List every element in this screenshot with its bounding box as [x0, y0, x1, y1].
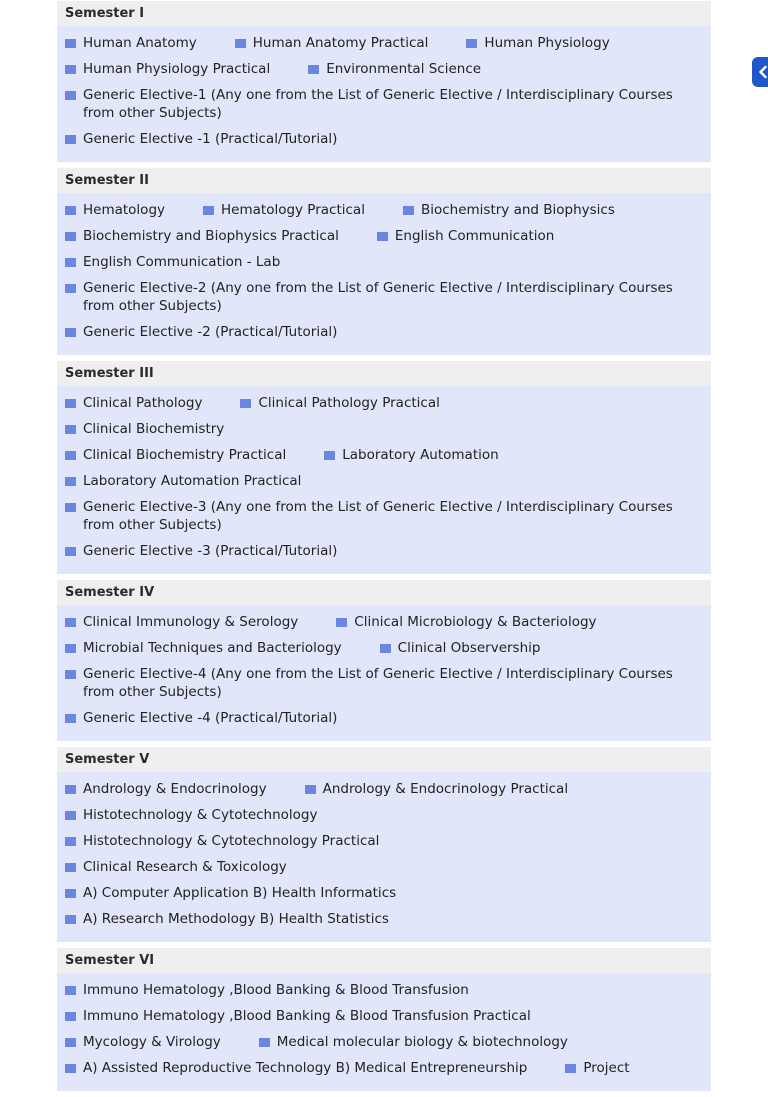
course-name: A) Computer Application B) Health Informatics [83, 885, 397, 901]
course-name: Laboratory Automation Practical [83, 473, 302, 489]
square-bullet-icon [235, 39, 246, 48]
course-name: Biochemistry and Biophysics Practical [83, 228, 339, 244]
square-bullet-icon [65, 258, 76, 267]
course-name: Immuno Hematology ,Blood Banking & Blood Transfusion Practical [83, 1008, 531, 1024]
course-item [65, 884, 396, 902]
square-bullet-icon [65, 644, 76, 653]
square-bullet-icon [65, 425, 76, 434]
course-name: Clinical Biochemistry [83, 421, 225, 437]
square-bullet-icon [377, 232, 388, 241]
square-bullet-icon [65, 889, 76, 898]
course-item [65, 86, 675, 122]
course-item [65, 780, 267, 798]
course-name: Clinical Research & Toxicology [83, 859, 287, 875]
course-row [57, 319, 711, 345]
semester-course-list [57, 973, 711, 1091]
course-row [57, 197, 711, 223]
course-item [65, 1033, 221, 1051]
course-item [65, 858, 287, 876]
course-name: Clinical Biochemistry Practical [83, 447, 287, 463]
course-name: Hematology [83, 202, 166, 218]
square-bullet-icon [65, 39, 76, 48]
square-bullet-icon [65, 837, 76, 846]
course-name: A) Research Methodology B) Health Statistics [83, 911, 389, 927]
course-row [57, 442, 711, 468]
semester-block [57, 1, 711, 162]
course-name: Generic Elective-3 (Any one from the List of Generic Elective / Interdisciplinary Courses from other Subjects) [83, 499, 673, 533]
square-bullet-icon [336, 618, 347, 627]
square-bullet-icon [305, 785, 316, 794]
course-item [65, 1007, 531, 1025]
course-name: Clinical Pathology Practical [258, 395, 440, 411]
semester-block [57, 747, 711, 942]
course-name: Generic Elective-1 (Any one from the List of Generic Elective / Interdisciplinary Courses from other Subjects) [83, 87, 673, 121]
square-bullet-icon [65, 1064, 76, 1073]
course-row [57, 56, 711, 82]
course-row [57, 1003, 711, 1029]
course-row [57, 126, 711, 152]
course-item [65, 613, 298, 631]
semester-title: Semester I [57, 1, 711, 26]
course-row [57, 854, 711, 906]
course-item [403, 201, 615, 219]
course-name: Generic Elective -1 (Practical/Tutorial) [83, 131, 338, 147]
course-row [57, 635, 711, 661]
course-row [57, 494, 711, 538]
course-name: Immuno Hematology ,Blood Banking & Blood Transfusion [83, 982, 469, 998]
course-item [235, 34, 429, 52]
course-name: Histotechnology & Cytotechnology [83, 807, 318, 823]
course-name: Project [583, 1060, 630, 1076]
course-item [65, 130, 337, 148]
course-name: Human Physiology Practical [83, 61, 271, 77]
square-bullet-icon [65, 785, 76, 794]
semester-course-list [57, 26, 711, 162]
course-row [57, 802, 711, 854]
course-name: Human Anatomy [83, 35, 197, 51]
course-item [65, 60, 270, 78]
course-row [57, 249, 711, 275]
course-item [65, 1059, 527, 1077]
course-item [65, 639, 342, 657]
semester-title: Semester VI [57, 948, 711, 973]
course-item [377, 227, 554, 245]
semester-block [57, 168, 711, 355]
square-bullet-icon [65, 863, 76, 872]
square-bullet-icon [65, 618, 76, 627]
course-item [65, 420, 224, 438]
course-name: Generic Elective -2 (Practical/Tutorial) [83, 324, 338, 340]
course-name: Human Physiology [484, 35, 610, 51]
square-bullet-icon [65, 915, 76, 924]
course-row [57, 609, 711, 635]
course-name: Microbial Techniques and Bacteriology [83, 640, 342, 656]
course-row [57, 82, 711, 126]
course-row [57, 776, 711, 802]
course-row [57, 275, 711, 319]
course-item [65, 910, 389, 928]
course-item [65, 709, 337, 727]
course-item [65, 394, 202, 412]
semester-title: Semester V [57, 747, 711, 772]
course-row [57, 538, 711, 564]
square-bullet-icon [259, 1038, 270, 1047]
course-name: Mycology & Virology [83, 1034, 221, 1050]
square-bullet-icon [65, 451, 76, 460]
semester-title: Semester IV [57, 580, 711, 605]
square-bullet-icon [65, 547, 76, 556]
course-item [65, 665, 675, 701]
course-name: English Communication [394, 228, 555, 244]
square-bullet-icon [65, 670, 76, 679]
course-name: Environmental Science [326, 61, 482, 77]
course-name: Clinical Microbiology & Bacteriology [354, 614, 597, 630]
course-name: Biochemistry and Biophysics [420, 202, 615, 218]
square-bullet-icon [403, 206, 414, 215]
course-item [65, 498, 675, 534]
course-name: Laboratory Automation [342, 447, 499, 463]
square-bullet-icon [65, 503, 76, 512]
course-row [57, 468, 711, 494]
course-name: Clinical Pathology [83, 395, 203, 411]
course-item [240, 394, 439, 412]
square-bullet-icon [380, 644, 391, 653]
course-item [336, 613, 596, 631]
course-item [65, 323, 337, 341]
semester-block [57, 361, 711, 574]
square-bullet-icon [65, 328, 76, 337]
course-item [466, 34, 609, 52]
square-bullet-icon [324, 451, 335, 460]
course-row [57, 977, 711, 1003]
course-item [65, 542, 337, 560]
course-name: Medical molecular biology & biotechnology [276, 1034, 568, 1050]
course-row [57, 705, 711, 731]
square-bullet-icon [65, 91, 76, 100]
square-bullet-icon [203, 206, 214, 215]
square-bullet-icon [65, 399, 76, 408]
course-row [57, 661, 711, 705]
course-item [324, 446, 498, 464]
square-bullet-icon [65, 284, 76, 293]
course-row [57, 30, 711, 56]
course-name: Histotechnology & Cytotechnology Practical [83, 833, 380, 849]
course-item [380, 639, 541, 657]
square-bullet-icon [65, 811, 76, 820]
semester-course-list [57, 772, 711, 942]
course-name: Generic Elective -4 (Practical/Tutorial) [83, 710, 338, 726]
square-bullet-icon [65, 135, 76, 144]
semester-course-list [57, 193, 711, 355]
course-item [65, 472, 301, 490]
course-item [65, 981, 469, 999]
course-item [565, 1059, 629, 1077]
semester-title: Semester III [57, 361, 711, 386]
course-name: Clinical Immunology & Serology [83, 614, 299, 630]
square-bullet-icon [65, 714, 76, 723]
semester-block [57, 580, 711, 741]
square-bullet-icon [308, 65, 319, 74]
course-name: English Communication - Lab [83, 254, 281, 270]
course-name: Clinical Observership [397, 640, 541, 656]
course-row [57, 390, 711, 442]
course-name: Generic Elective-4 (Any one from the List of Generic Elective / Interdisciplinary Courses from other Subjects) [83, 666, 673, 700]
course-item [65, 446, 286, 464]
square-bullet-icon [65, 1038, 76, 1047]
course-row [57, 223, 711, 249]
course-name: Human Anatomy Practical [252, 35, 429, 51]
course-item [65, 253, 280, 271]
chevron-left-icon [757, 65, 768, 79]
semester-block [57, 948, 711, 1091]
semester-course-list [57, 605, 711, 741]
square-bullet-icon [65, 206, 76, 215]
course-name: Generic Elective-2 (Any one from the List of Generic Elective / Interdisciplinary Courses from other Subjects) [83, 280, 673, 314]
course-item [308, 60, 481, 78]
course-name: Andrology & Endocrinology Practical [322, 781, 569, 797]
semester-title: Semester II [57, 168, 711, 193]
square-bullet-icon [65, 65, 76, 74]
square-bullet-icon [65, 986, 76, 995]
square-bullet-icon [65, 1012, 76, 1021]
course-item [65, 279, 675, 315]
course-name: Andrology & Endocrinology [83, 781, 267, 797]
course-name: A) Assisted Reproductive Technology B) Medical Entrepreneurship [83, 1060, 528, 1076]
course-item [65, 34, 197, 52]
square-bullet-icon [466, 39, 477, 48]
course-item [65, 832, 379, 850]
course-item [65, 227, 339, 245]
side-panel-toggle[interactable] [752, 57, 768, 87]
course-item [203, 201, 365, 219]
course-item [305, 780, 569, 798]
course-item [65, 806, 318, 824]
square-bullet-icon [240, 399, 251, 408]
course-item [259, 1033, 568, 1051]
square-bullet-icon [65, 232, 76, 241]
square-bullet-icon [65, 477, 76, 486]
semester-list [57, 1, 711, 1097]
course-name: Hematology Practical [221, 202, 365, 218]
course-row [57, 906, 711, 932]
course-row [57, 1055, 711, 1081]
semester-course-list [57, 386, 711, 574]
course-name: Generic Elective -3 (Practical/Tutorial) [83, 543, 338, 559]
course-item [65, 201, 165, 219]
course-row [57, 1029, 711, 1055]
square-bullet-icon [565, 1064, 576, 1073]
